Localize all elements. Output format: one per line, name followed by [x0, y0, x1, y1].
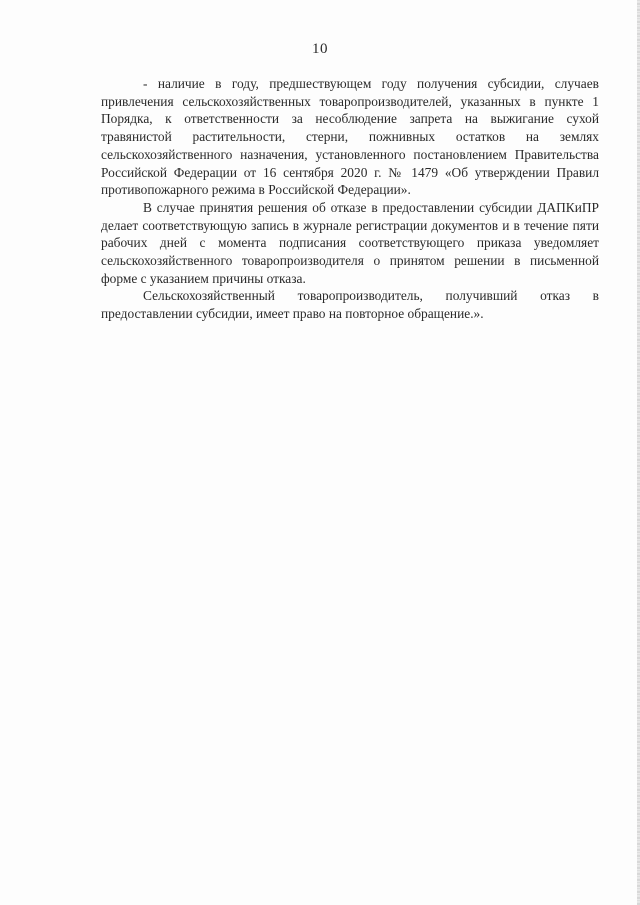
paragraph-refusal-procedure: В случае принятия решения об отказе в предоставлении субсидии ДАПКиПР делает соответствующую запись в журнале регистрации документов и в течение пяти рабочих дней с момента подписания соответствующего приказа уведомляет сельскохозяйственного товаропроизводителя о принятом решении в письменной форме с указанием причины отказа.: [101, 199, 599, 286]
paragraph-reapplication-right: Сельскохозяйственный товаропроизводитель, получивший отказ в предоставлении субсидии, имеет право на повторное обращение.».: [101, 288, 599, 322]
page-number: 10: [312, 41, 328, 57]
document-body: [101, 75, 599, 323]
paragraph-fire-violation-condition: - наличие в году, предшествующем году получения субсидии, случаев привлечения сельскохозяйственных товаропроизводителей, указанных в пункте 1 Порядка, к ответственности за несоблюдение запрета на выжигание сухой травянистой растительности, стерни, пожнивных остатков на землях сельскохозяйственного назначения, установленного постановлением Правительства Российской Федерации от 16 сентября 2020 г. № 1479 «Об утверждении Правил противопожарного режима в Российской Федерации».: [101, 76, 599, 198]
